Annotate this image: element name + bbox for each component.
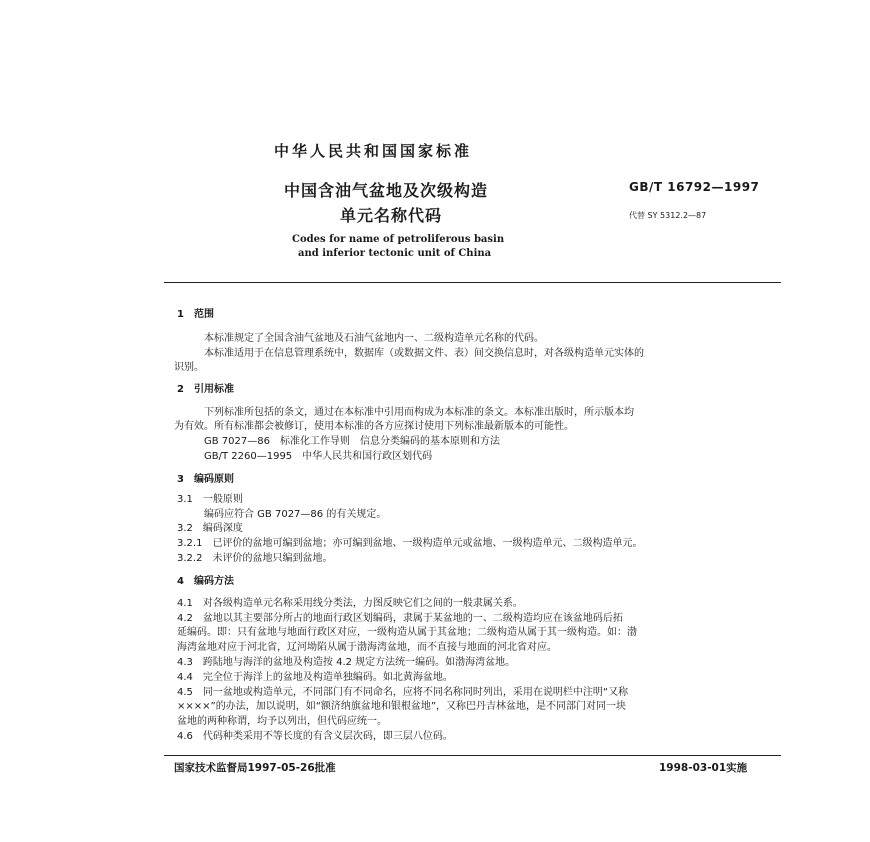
header-divider (164, 282, 781, 283)
section-4-3: 4.3 跨陆地与海洋的盆地及构造按 4.2 规定方法统一编码。如渤海湾盆地。 (177, 657, 516, 668)
section-3-2-heading: 3.2 编码深度 (177, 523, 243, 534)
section-4-2: 4.2 盆地以其主要部分所占的地面行政区划编码，隶属于某盆地的一、二级构造均应在该盆地码后拓 (177, 613, 623, 624)
title-en-line1: Codes for name of petroliferous basin (292, 234, 505, 245)
section-3-2-2: 3.2.2 未评价的盆地只编到盆地。 (177, 553, 333, 564)
section-4-4: 4.4 完全位于海洋上的盆地及构造单独编码。如北黄海盆地。 (177, 672, 453, 683)
section-2-para-1-cont: 为有效。所有标准都会被修订，使用本标准的各方应探讨使用下列标准最新版本的可能性。 (174, 421, 574, 432)
section-1-para-2: 本标准适用于在信息管理系统中，数据库（或数据文件、表）间交换信息时，对各级构造单元实体的 (204, 348, 644, 359)
section-2-para-1: 下列标准所包括的条文，通过在本标准中引用而构成为本标准的条文。本标准出版时，所示版本均 (204, 407, 634, 418)
section-4-1: 4.1 对各级构造单元名称采用线分类法，力图反映它们之间的一般隶属关系。 (177, 598, 523, 609)
section-4-5: 4.5 同一盆地或构造单元，不同部门有不同命名，应将不同名称同时列出，采用在说明栏中注明“又称 (177, 687, 629, 698)
section-2-heading: 2 引用标准 (177, 384, 234, 395)
section-1-heading: 1 范围 (177, 309, 214, 320)
section-4-2-cont-2: 海湾盆地对应于河北省，辽河坳陷从属于渤海湾盆地，而不直接与地面的河北省对应。 (177, 642, 557, 653)
standard-number: GB/T 16792—1997 (629, 180, 760, 194)
section-2-reference-2: GB/T 2260—1995 中华人民共和国行政区划代码 (204, 451, 433, 462)
section-1-para-2-cont: 识别。 (174, 362, 204, 373)
section-4-6: 4.6 代码种类采用不等长度的有含义层次码，即三层八位码。 (177, 731, 453, 742)
section-2-reference-1: GB 7027—86 标准化工作导则 信息分类编码的基本原则和方法 (204, 436, 500, 447)
footer-divider (164, 755, 781, 756)
title-zh-line1: 中国含油气盆地及次级构造 (284, 181, 489, 200)
section-3-1-para: 编码应符合 GB 7027—86 的有关规定。 (204, 509, 387, 520)
section-4-heading: 4 编码方法 (177, 576, 234, 587)
section-1-para-1: 本标准规定了全国含油气盆地及石油气盆地内一、二级构造单元名称的代码。 (204, 333, 544, 344)
section-3-heading: 3 编码原则 (177, 474, 234, 485)
section-4-2-cont-1: 延编码。即：只有盆地与地面行政区对应，一级构造从属于其盆地；二级构造从属于其一级构造。如：渤 (177, 627, 637, 638)
effective-date: 1998-03-01实施 (659, 762, 748, 774)
title-zh-line2: 单元名称代码 (340, 206, 443, 225)
section-3-1-heading: 3.1 一般原则 (177, 494, 243, 505)
replaces-standard: 代替 SY 5312.2—87 (629, 211, 707, 220)
approval-date: 国家技术监督局1997-05-26批准 (174, 762, 336, 774)
title-en-line2: and inferior tectonic unit of China (298, 248, 492, 259)
national-standard-header: 中华人民共和国国家标准 (274, 142, 473, 160)
section-4-5-cont-1: ××××”的办法，加以说明，如“额济纳旗盆地和银根盆地”，又称巴丹吉林盆地，是不同部门对同一块 (177, 701, 627, 712)
section-4-5-cont-2: 盆地的两种称谓，均予以列出，但代码应统一。 (177, 716, 387, 727)
section-3-2-1: 3.2.1 已评价的盆地可编到盆地；亦可编到盆地、一级构造单元或盆地、一级构造单元、二级构造单元。 (177, 538, 643, 549)
